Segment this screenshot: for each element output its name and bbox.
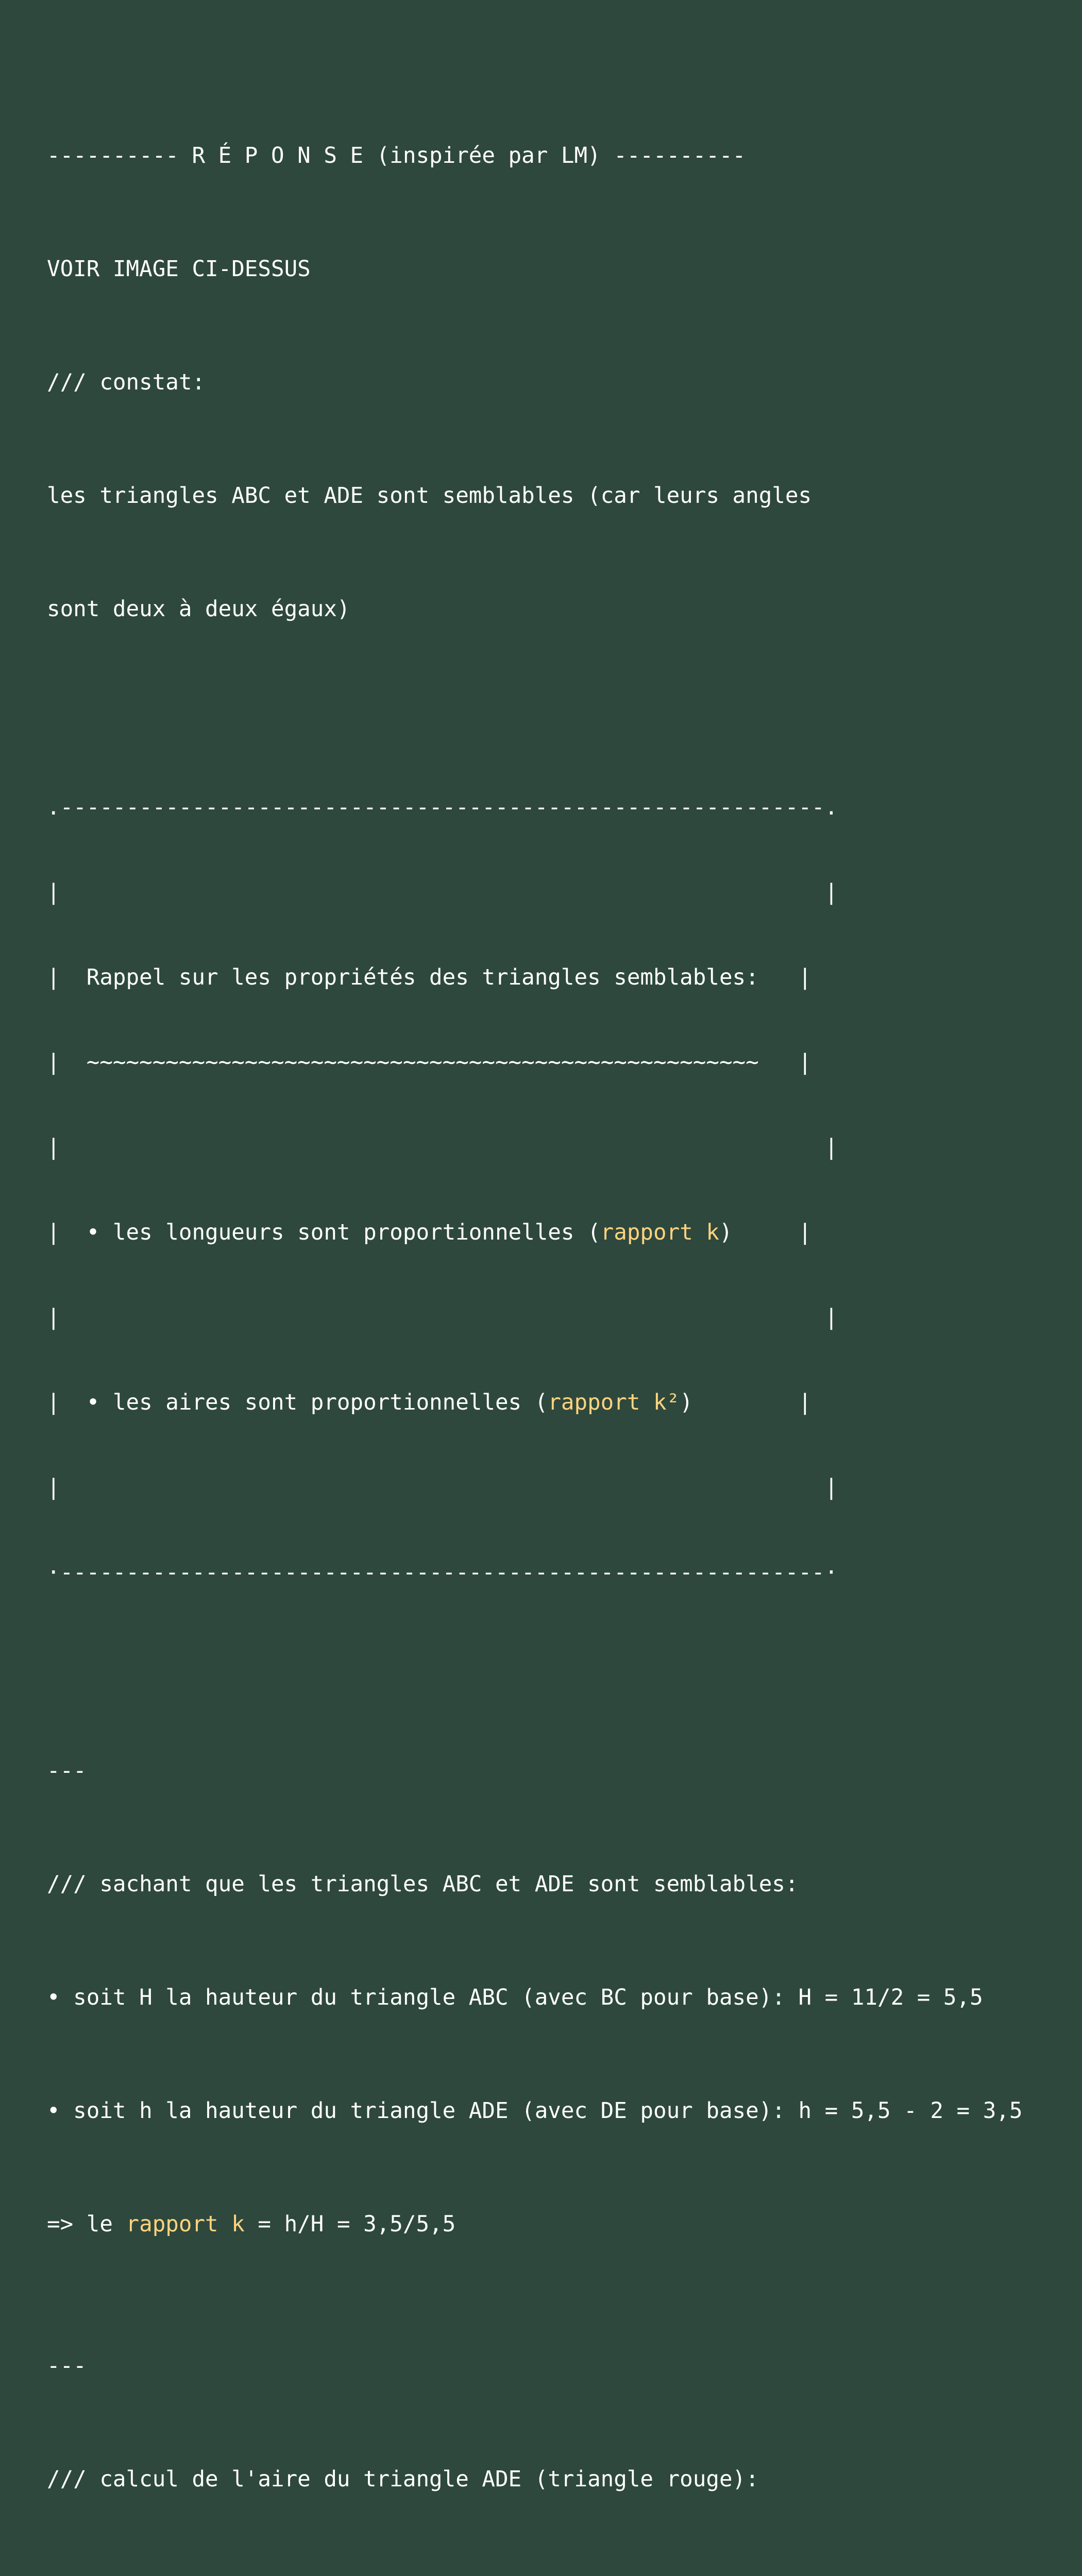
reminder-box-top: .----------------------------------------------------------. <box>47 795 838 820</box>
calcul-heading: /// calcul de l'aire du triangle ADE (triangle rouge): <box>47 2467 759 2492</box>
height-h-line: • soit h la hauteur du triangle ADE (avec DE pour base): h = 5,5 - 2 = 3,5 <box>47 2098 1023 2124</box>
reminder-item-areas <box>47 1388 1022 1417</box>
reminder-box-blank: | | <box>47 880 838 905</box>
height-H-line: • soit H la hauteur du triangle ABC (avec BC pour base): H = 11/2 = 5,5 <box>47 1985 983 2010</box>
reminder-item-lengths <box>47 1218 1022 1247</box>
ratio-k2-highlight: rapport k² <box>548 1390 680 1415</box>
reminder-box <box>47 737 1022 1672</box>
constat-heading: /// constat: <box>47 370 206 395</box>
reminder-box-blank: | | <box>47 1135 838 1160</box>
see-image-note: VOIR IMAGE CI-DESSUS <box>47 257 311 282</box>
ratio-line-prefix: => le <box>47 2212 126 2237</box>
reminder-box-blank: | | <box>47 1305 838 1330</box>
reminder-item-lengths-text: | • les longueurs sont proportionnelles ( <box>47 1220 601 1245</box>
sachant-heading: /// sachant que les triangles ABC et ADE sont semblables: <box>47 1872 799 1897</box>
separator: --- <box>47 1758 87 1784</box>
ratio-line <box>47 2210 1022 2239</box>
reminder-item-areas-end: ) | <box>680 1390 812 1415</box>
separator: --- <box>47 2353 87 2379</box>
reminder-box-blank: | | <box>47 1475 838 1500</box>
ratio-line-formula: = h/H = 3,5/5,5 <box>244 2212 456 2237</box>
constat-line-2: sont deux à deux égaux) <box>47 597 350 622</box>
answer-document <box>47 85 1022 2576</box>
reminder-box-bottom: ·----------------------------------------------------------· <box>47 1560 838 1585</box>
reminder-item-areas-text: | • les aires sont proportionnelles ( <box>47 1390 548 1415</box>
ratio-k-highlight: rapport k <box>600 1220 719 1245</box>
reminder-box-title: | Rappel sur les propriétés des triangles semblables: | <box>47 965 812 990</box>
reminder-box-underline: | ~~~~~~~~~~~~~~~~~~~~~~~~~~~~~~~~~~~~~~~~~~~~~~~~~~~ | <box>47 1050 812 1075</box>
reminder-item-lengths-end: ) | <box>719 1220 812 1245</box>
constat-line-1: les triangles ABC et ADE sont semblables (car leurs angles <box>47 483 812 509</box>
answer-header: ---------- R É P O N S E (inspirée par LM) ---------- <box>47 143 746 168</box>
ratio-k-highlight: rapport k <box>126 2212 245 2237</box>
